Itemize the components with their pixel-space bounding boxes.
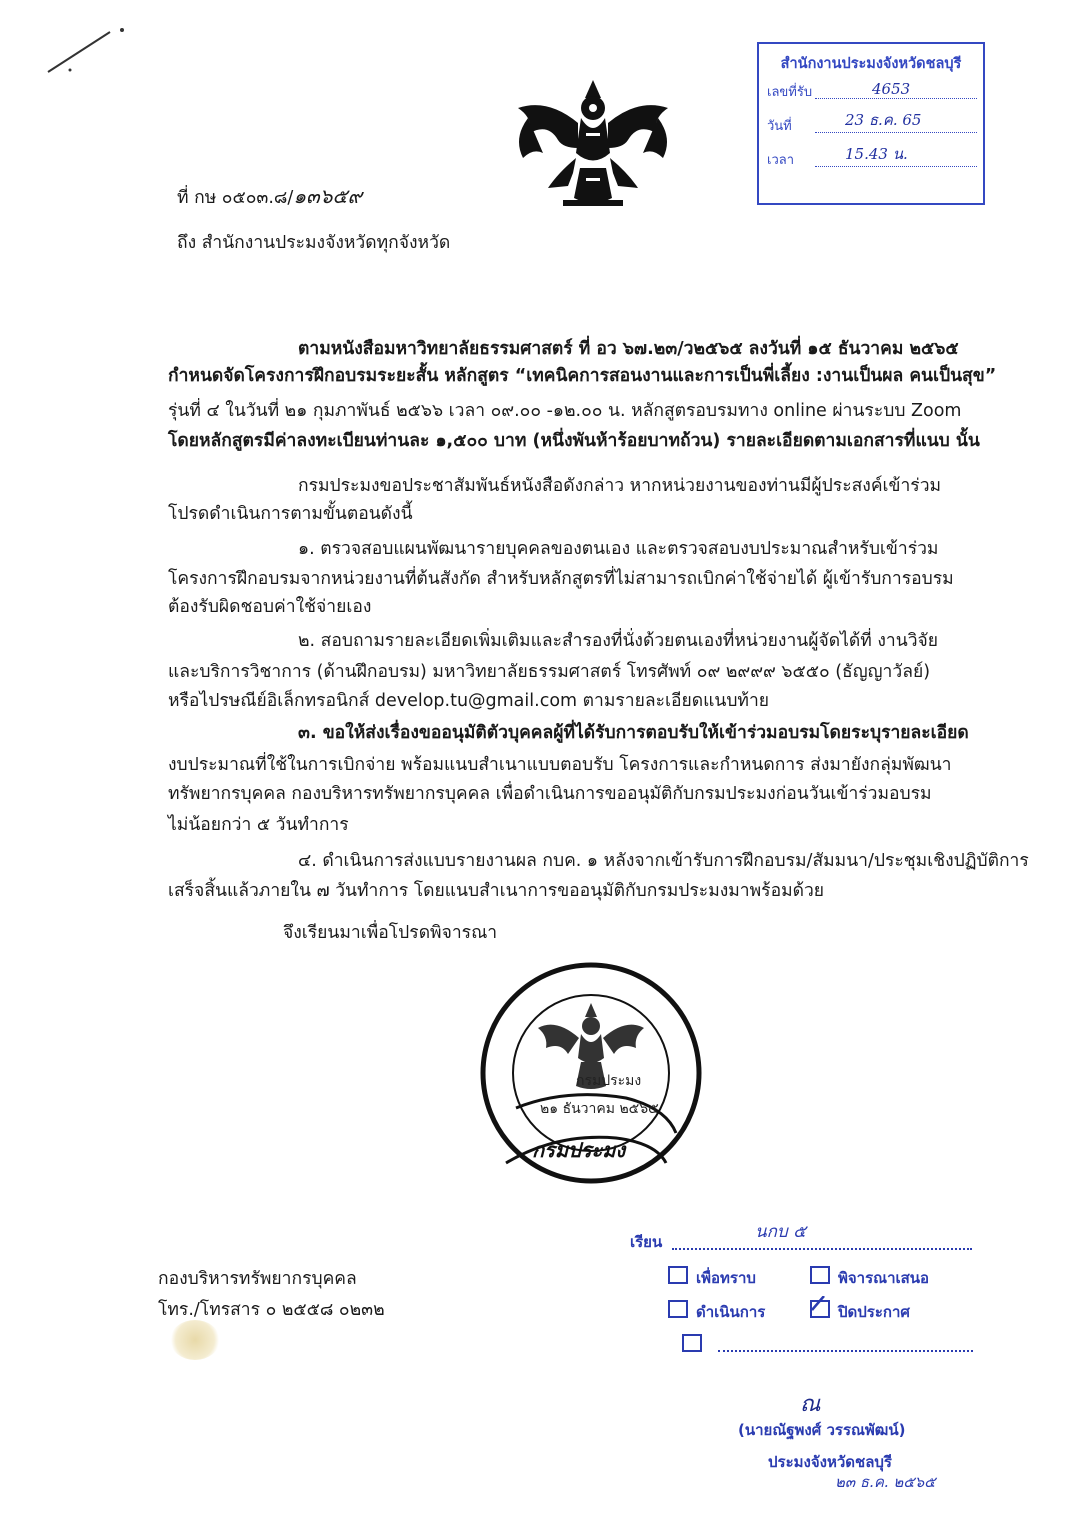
item4-line1: ๔. ดำเนินการส่งแบบรายงานผล กบค. ๑ หลังจากเข้ารับการฝึกอบรม/สัมมนา/ประชุมเชิงปฏิบัติการ [298,851,1029,871]
item4-line2: เสร็จสิ้นแล้วภายใน ๗ วันทำการ โดยแนบสำเนาการขออนุมัติกับกรมประมงมาพร้อมด้วย [168,881,825,901]
para1-line1: ตามหนังสือมหาวิทยาลัยธรรมศาสตร์ ที่ อว ๖๗.๒๓/ว๒๕๖๕ ลงวันที่ ๑๕ ธันวาคม ๒๕๖๕ [298,339,959,359]
routing-stamp [630,1210,990,1490]
option-for-info: เพื่อทราบ [696,1269,756,1287]
reference-number-handwritten: ๑๓๖๕๙ [293,184,363,208]
signer-initial: ณ [800,1392,821,1417]
reference-number: ที่ กษ ๐๕๐๓.๘/๑๓๖๕๙ [177,184,363,208]
closing-line: จึงเรียนมาเพื่อโปรดพิจารณา [283,923,498,943]
receipt-number-row: เลขที่รับ 4653 [767,82,977,102]
receipt-date-row: วันที่ 23 ธ.ค. 65 [767,116,977,136]
ink-smudge [170,1320,220,1360]
checkbox-post-notice[interactable] [810,1300,830,1318]
option-proceed: ดำเนินการ [696,1303,766,1321]
item3-line3: ทรัพยากรบุคคล กองบริหารทรัพยากรบุคคล เพื่อดำเนินการขออนุมัติกับกรมประมงก่อนวันเข้าร่วมอบรม [168,784,932,804]
receipt-time-row: เวลา 15.43 น. [767,150,977,170]
option-post-notice: ปิดประกาศ [838,1303,910,1321]
option-consider: พิจารณาเสนอ [838,1269,930,1287]
seal-dept: กรมประมง [576,1073,642,1089]
footer-phone: โทร./โทรสาร ๐ ๒๕๕๘ ๐๒๓๒ [158,1300,385,1320]
routing-to-value: นกบ ๕ [755,1222,806,1242]
item1-line3: ต้องรับผิดชอบค่าใช้จ่ายเอง [168,597,372,617]
item1-line2: โครงการฝึกอบรมจากหน่วยงานที่ต้นสังกัด สำหรับหลักสูตรที่ไม่สามารถเบิกค่าใช้จ่ายได้ ผู้เข้ารับการอบรม [168,569,954,589]
receipt-time-value: 15.43 น. [845,145,908,163]
seal-date: ๒๑ ธันวาคม ๒๕๖๕ [540,1101,659,1117]
para1-line3: รุ่นที่ ๔ ในวันที่ ๒๑ กุมภาพันธ์ ๒๕๖๖ เวลา ๐๙.๐๐ -๑๒.๐๐ น. หลักสูตรอบรมทาง online ผ่านระบบ Zoom [168,401,962,421]
receipt-stamp [757,42,985,205]
receipt-office: สำนักงานประมงจังหวัดชลบุรี [780,56,962,72]
para1-line2: กำหนดจัดโครงการฝึกอบรมระยะสั้น หลักสูตร “เทคนิคการสอนงานและการเป็นพี่เลี้ยง :งานเป็นผล คนเป็นสุข” [168,366,997,386]
signer-name: (นายณัฐพงศ์ วรรณพัฒน์) [738,1421,906,1439]
signer-title: ประมงจังหวัดชลบุรี [768,1453,892,1471]
para2-line2: โปรดดำเนินการตามขั้นตอนดังนี้ [168,504,413,524]
checkbox-for-info[interactable] [668,1266,688,1284]
checkbox-consider[interactable] [810,1266,830,1284]
check-mark-icon [810,1296,830,1314]
item3-line1: ๓. ขอให้ส่งเรื่องขออนุมัติตัวบุคคลผู้ที่ได้รับการตอบรับให้เข้าร่วมอบรมโดยระบุรายละเอียด [298,723,969,743]
signer-date: ๒๓ ธ.ค. ๒๕๖๕ [835,1473,936,1491]
checkbox-proceed[interactable] [668,1300,688,1318]
item3-line4: ไม่น้อยกว่า ๕ วันทำการ [168,815,349,835]
garuda-emblem [508,78,678,213]
receipt-number-value: 4653 [872,80,911,98]
item2-line2: และบริการวิชาการ (ด้านฝึกอบรม) มหาวิทยาลัยธรรมศาสตร์ โทรศัพท์ ๐๙ ๒๙๙๙ ๖๕๕๐ (ธัญญาวัลย์) [168,662,931,682]
routing-to-label: เรียน [630,1233,663,1251]
addressee: ถึง สำนักงานประมงจังหวัดทุกจังหวัด [177,233,451,253]
item1-line1: ๑. ตรวจสอบแผนพัฒนารายบุคคลของตนเอง และตรวจสอบงบประมาณสำหรับเข้าร่วม [298,539,939,559]
receipt-date-value: 23 ธ.ค. 65 [845,111,922,129]
checkbox-other[interactable] [682,1334,702,1352]
item3-line2: งบประมาณที่ใช้ในการเบิกจ่าย พร้อมแนบสำเนาแบบตอบรับ โครงการและกำหนดการ ส่งมายังกลุ่มพัฒนา [168,755,952,775]
para2-line1: กรมประมงขอประชาสัมพันธ์หนังสือดังกล่าว หากหน่วยงานของท่านมีผู้ประสงค์เข้าร่วม [298,476,942,496]
footer-division: กองบริหารทรัพยากรบุคคล [158,1269,357,1289]
item2-line3: หรือไปรษณีย์อิเล็กทรอนิกส์ develop.tu@gmail.com ตามรายละเอียดแนบท้าย [168,691,770,711]
pen-mark [40,20,130,80]
para1-line4: โดยหลักสูตรมีค่าลงทะเบียนท่านละ ๑,๕๐๐ บาท (หนึ่งพันห้าร้อยบาทถ้วน) รายละเอียดตามเอกสารที่แนบ นั้น [168,431,980,451]
seal-signature-text: กรมประมง [532,1138,626,1162]
item2-line1: ๒. สอบถามรายละเอียดเพิ่มเติมและสำรองที่นั่งด้วยตนเองที่หน่วยงานผู้จัดได้ที่ งานวิจัย [298,631,939,651]
